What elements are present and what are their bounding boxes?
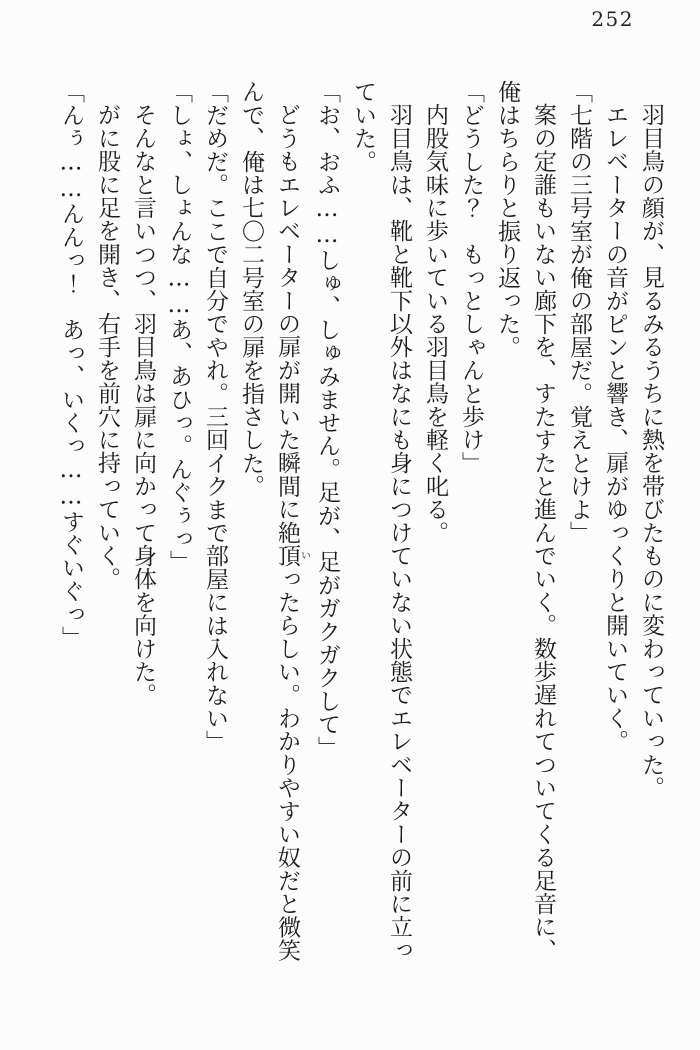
- page-number: 252: [591, 7, 634, 31]
- text-line-14: 「しょ、しょんな……あ、あひっ。んぐぅっ」: [166, 80, 192, 574]
- furigana-annotation: [274, 544, 310, 568]
- text-line-1: 羽目鳥の顔が、見るみるうちに熱を帯びたものに変わっていった。: [638, 103, 664, 800]
- text-line-12: んで、俺は七〇二号室の扉を指さした。: [238, 80, 264, 498]
- text-line-8: 羽目鳥は、靴と靴下以外はなにも身につけていない状態でエレベーターの前に立っ: [386, 103, 412, 962]
- text-line-2: エレベーターの音がピンと響き、扉がゆっくりと開いていく。: [602, 103, 628, 753]
- text-line-11: [269, 80, 309, 968]
- furigana-reading: い: [298, 544, 310, 568]
- text-line-11-after: ったらしい。わかりやすい奴だと微笑: [274, 567, 300, 962]
- text-line-5: 俺はちらりと振り返った。: [494, 80, 520, 359]
- text-line-7: 内股気味に歩いている羽目鳥を軽く叱る。: [422, 103, 448, 544]
- text-block: [53, 80, 669, 968]
- text-line-9: ていた。: [350, 80, 376, 173]
- text-line-16: がに股に足を開き、右手を前穴に持っていく。: [94, 103, 120, 591]
- text-line-3: 「七階の三号室が俺の部屋だ。覚えとけよ」: [566, 80, 592, 544]
- text-line-15: そんなと言いつつ、羽目鳥は扉に向かって身体を向けた。: [130, 103, 156, 707]
- text-line-4: 案の定誰もいない廊下を、すたすたと進んでいく。数歩遅れてついてくる足音に、: [530, 103, 556, 962]
- text-line-10: 「お、おふ……しゅ、しゅみません。足が、足がガクガクして」: [314, 80, 340, 759]
- text-line-17: 「んぅ……んんっ！ あっ、いくっ……すぐいぐっ」: [58, 80, 84, 649]
- text-line-13: 「だめだ。ここで自分でやれ。三回イクまで部屋には入れない」: [202, 80, 228, 753]
- furigana-base: 頂: [274, 544, 300, 568]
- text-line-6: 「どうした？ もっとしゃんと歩け」: [458, 80, 484, 475]
- text-line-11-before: どうもエレベーターの扉が開いた瞬間に絶: [274, 103, 300, 544]
